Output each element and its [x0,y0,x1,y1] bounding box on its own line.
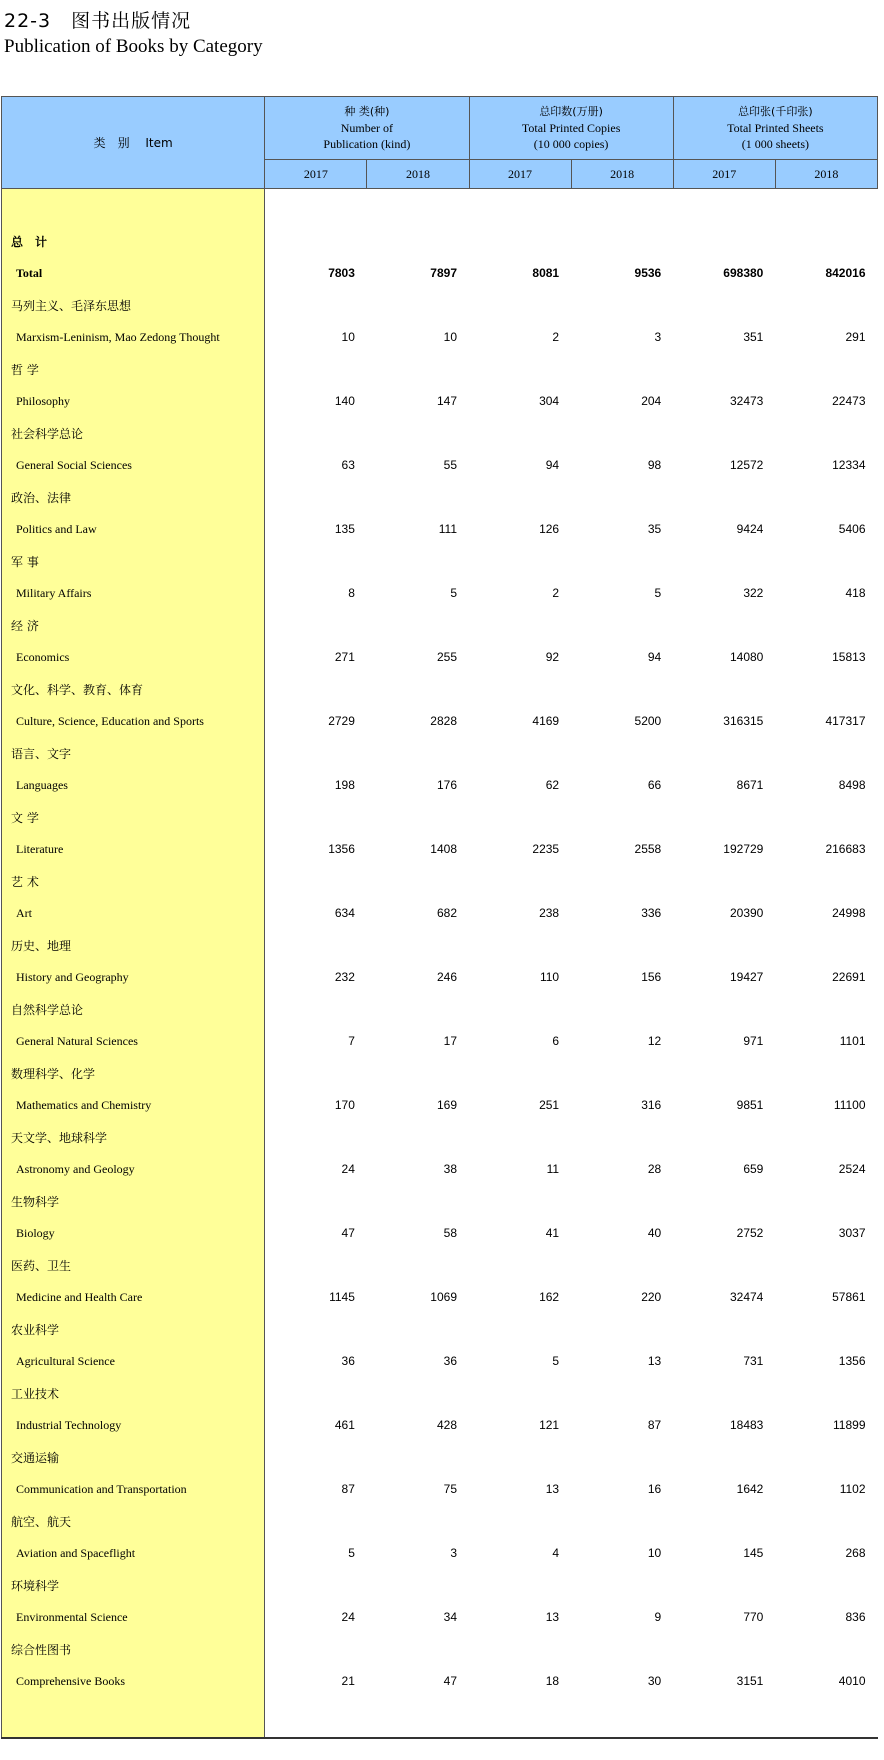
table-row [2,769,878,801]
category-name-cn: 文化、科学、教育、体育 [2,673,265,705]
value-cell: 251 [539,1098,560,1112]
value-cell: 2235 [532,842,560,856]
header-label-cn: 总印数(万册) [539,105,603,118]
value-cell: 2 [552,330,560,344]
category-name-en: Environmental Science [2,1601,265,1633]
value-cell: 16 [647,1482,662,1496]
category-label-row [2,929,878,961]
value-cell: 12334 [832,458,866,472]
value-cell: 47 [341,1226,355,1240]
value-cell: 18483 [729,1418,764,1432]
value-cell: 10 [647,1546,662,1560]
category-name-en: Biology [2,1217,265,1249]
category-name-en: Politics and Law [2,513,265,545]
category-label-row [2,1249,878,1281]
value-cell: 9851 [736,1098,764,1112]
category-label-row [2,673,878,705]
publication-count-header [265,97,469,160]
value-cell: 17 [443,1034,457,1048]
value-cell: 9424 [736,522,764,536]
value-cell: 2752 [736,1226,764,1240]
value-cell: 5 [450,586,457,600]
category-label-row [2,1185,878,1217]
value-cell: 57861 [832,1290,866,1304]
value-cell: 5 [348,1546,355,1560]
value-cell: 271 [334,650,355,664]
value-cell: 9 [654,1610,662,1624]
value-cell: 192729 [723,842,764,856]
value-cell: 418 [845,586,866,600]
value-cell: 11899 [833,1418,866,1432]
value-cell: 1145 [329,1290,355,1304]
value-cell: 110 [539,970,560,984]
value-cell: 98 [647,458,662,472]
value-cell: 2558 [634,842,662,856]
category-name-cn: 交通运输 [2,1441,265,1473]
table-body [2,189,878,1739]
category-name-cn: 社会科学总论 [2,417,265,449]
table-row [2,1345,878,1377]
category-name-en: History and Geography [2,961,265,993]
category-name-cn: 历史、地理 [2,929,265,961]
category-name-en: Comprehensive Books [2,1665,265,1697]
table-row [2,1665,878,1697]
value-cell: 14080 [729,650,764,664]
category-name-cn: 经 济 [2,609,265,641]
value-cell: 58 [443,1226,457,1240]
table-row [2,1153,878,1185]
category-name-en: Marxism-Leninism, Mao Zedong Thought [2,321,265,353]
value-cell: 3037 [838,1226,866,1240]
value-cell: 1356 [838,1354,866,1368]
value-cell: 8498 [838,778,866,792]
value-cell: 461 [334,1418,355,1432]
table-title-english: Publication of Books by Category [4,36,263,57]
value-cell: 5 [552,1354,560,1368]
category-name-en: Culture, Science, Education and Sports [2,705,265,737]
value-cell: 36 [341,1354,355,1368]
value-cell: 22691 [832,970,866,984]
value-cell: 238 [539,906,560,920]
category-name-cn: 哲 学 [2,353,265,385]
value-cell: 10 [443,330,457,344]
header-label-cn: 种 类(种) [344,105,390,118]
value-cell: 8 [348,586,355,600]
category-label-row [2,481,878,513]
category-name-en: General Natural Sciences [2,1025,265,1057]
value-cell: 8671 [736,778,764,792]
year-header: 2017 [673,160,775,189]
category-name-en: Military Affairs [2,577,265,609]
value-cell: 1408 [430,842,457,856]
table-row [2,577,878,609]
category-name-en: Total [2,257,265,289]
category-label-row [2,1121,878,1153]
value-cell: 1356 [328,842,355,856]
table-end-spacer [2,1697,878,1738]
category-name-en: Communication and Transportation [2,1473,265,1505]
value-cell: 140 [334,394,355,408]
value-cell: 682 [436,906,457,920]
category-label-row [2,1505,878,1537]
value-cell: 111 [438,522,457,536]
value-cell: 18 [545,1674,560,1688]
category-name-cn: 生物科学 [2,1185,265,1217]
value-cell: 126 [539,522,560,536]
table-row [2,1281,878,1313]
value-cell: 7897 [430,266,457,280]
category-label-row [2,1633,878,1665]
year-header: 2018 [775,160,877,189]
table-row [2,257,878,289]
value-cell: 30 [647,1674,662,1688]
category-name-cn: 自然科学总论 [2,993,265,1025]
value-cell: 35 [647,522,662,536]
table-row [2,1217,878,1249]
value-cell: 216683 [825,842,866,856]
value-cell: 2828 [430,714,457,728]
category-name-en: Literature [2,833,265,865]
category-name-cn: 语言、文字 [2,737,265,769]
value-cell: 417317 [825,714,866,728]
value-cell: 40 [647,1226,662,1240]
value-cell: 24 [341,1162,355,1176]
value-cell: 770 [743,1610,764,1624]
value-cell: 12 [647,1034,662,1048]
value-cell: 5406 [838,522,866,536]
value-cell: 268 [845,1546,866,1560]
value-cell: 20390 [729,906,764,920]
value-cell: 9536 [634,266,662,280]
header-label-en: Publication (kind) [323,137,411,151]
value-cell: 19427 [729,970,764,984]
year-header: 2017 [265,160,367,189]
value-cell: 836 [845,1610,866,1624]
value-cell: 304 [539,394,560,408]
table-row [2,961,878,993]
value-cell: 121 [539,1418,560,1432]
category-label-row [2,289,878,321]
header-label-en: Total Printed Sheets [727,121,824,135]
category-name-en: Agricultural Science [2,1345,265,1377]
category-name-cn: 天文学、地球科学 [2,1121,265,1153]
table-row [2,1537,878,1569]
table-row [2,1409,878,1441]
value-cell: 94 [647,650,662,664]
value-cell: 10 [341,330,355,344]
category-name-cn: 医药、卫生 [2,1249,265,1281]
category-name-en: Astronomy and Geology [2,1153,265,1185]
value-cell: 4169 [532,714,560,728]
table-row [2,641,878,673]
value-cell: 8081 [532,266,560,280]
value-cell: 6 [552,1034,560,1048]
value-cell: 634 [334,906,355,920]
value-cell: 3151 [736,1674,764,1688]
value-cell: 842016 [825,266,866,280]
table-row [2,513,878,545]
value-cell: 351 [743,330,764,344]
value-cell: 659 [743,1162,764,1176]
value-cell: 92 [545,650,560,664]
table-number-title: 22-3 图书出版情况 [4,10,192,32]
value-cell: 75 [443,1482,457,1496]
value-cell: 12572 [729,458,764,472]
value-cell: 198 [334,778,355,792]
category-name-en: Languages [2,769,265,801]
category-name-cn: 马列主义、毛泽东思想 [2,289,265,321]
value-cell: 87 [647,1418,662,1432]
table-row [2,833,878,865]
category-name-cn: 艺 术 [2,865,265,897]
value-cell: 169 [436,1098,457,1112]
table-spacer [2,189,265,226]
book-publication-table [1,96,878,1739]
category-name-en: Art [2,897,265,929]
value-cell: 11100 [833,1098,866,1112]
value-cell: 176 [436,778,457,792]
value-cell: 13 [545,1610,560,1624]
value-cell: 4 [552,1546,560,1560]
value-cell: 2 [552,586,560,600]
table-row [2,1025,878,1057]
category-name-cn: 工业技术 [2,1377,265,1409]
value-cell: 13 [545,1482,560,1496]
value-cell: 291 [845,330,866,344]
value-cell: 28 [647,1162,662,1176]
value-cell: 21 [341,1674,355,1688]
category-name-en: Economics [2,641,265,673]
header-label-en: (10 000 copies) [533,137,609,151]
table-row [2,1473,878,1505]
value-cell: 13 [647,1354,662,1368]
category-name-cn: 总 计 [2,225,265,257]
value-cell: 55 [443,458,457,472]
value-cell: 66 [647,778,662,792]
value-cell: 7803 [328,266,355,280]
value-cell: 94 [545,458,560,472]
item-column-header: 类 别 Item [2,97,265,189]
value-cell: 232 [334,970,355,984]
value-cell: 5200 [634,714,662,728]
value-cell: 36 [443,1354,457,1368]
value-cell: 7 [348,1034,355,1048]
value-cell: 162 [539,1290,560,1304]
value-cell: 1069 [430,1290,457,1304]
category-label-row [2,993,878,1025]
value-cell: 316 [641,1098,662,1112]
value-cell: 11 [546,1162,560,1176]
value-cell: 246 [436,970,457,984]
category-name-en: General Social Sciences [2,449,265,481]
value-cell: 1642 [736,1482,764,1496]
table-row [2,449,878,481]
table-row [2,385,878,417]
value-cell: 316315 [723,714,764,728]
value-cell: 2729 [328,714,355,728]
value-cell: 3 [450,1546,457,1560]
category-name-cn: 文 学 [2,801,265,833]
value-cell: 24 [341,1610,355,1624]
category-label-row [2,865,878,897]
table-row [2,705,878,737]
category-label-row [2,1313,878,1345]
category-name-cn: 航空、航天 [2,1505,265,1537]
category-label-row [2,417,878,449]
value-cell: 24998 [832,906,866,920]
value-cell: 220 [641,1290,662,1304]
year-header: 2018 [367,160,469,189]
category-name-en: Mathematics and Chemistry [2,1089,265,1121]
category-name-cn: 环境科学 [2,1569,265,1601]
value-cell: 204 [641,394,662,408]
value-cell: 170 [334,1098,355,1112]
value-cell: 22473 [832,394,866,408]
value-cell: 1101 [839,1034,866,1048]
value-cell: 34 [443,1610,457,1624]
value-cell: 32474 [729,1290,764,1304]
value-cell: 15813 [832,650,866,664]
table-row [2,1601,878,1633]
header-label-en: Total Printed Copies [521,121,621,135]
value-cell: 38 [443,1162,457,1176]
year-header: 2017 [469,160,571,189]
category-name-cn: 农业科学 [2,1313,265,1345]
category-name-en: Aviation and Spaceflight [2,1537,265,1569]
value-cell: 87 [341,1482,355,1496]
printed-copies-header [469,97,673,160]
category-label-row [2,737,878,769]
value-cell: 255 [436,650,457,664]
value-cell: 428 [436,1418,457,1432]
value-cell: 135 [334,522,355,536]
value-cell: 5 [654,586,662,600]
value-cell: 32473 [729,394,764,408]
value-cell: 41 [545,1226,560,1240]
category-name-en: Medicine and Health Care [2,1281,265,1313]
value-cell: 971 [743,1034,764,1048]
value-cell: 147 [436,394,457,408]
value-cell: 63 [341,458,355,472]
category-name-cn: 军 事 [2,545,265,577]
table-row [2,1089,878,1121]
category-label-row [2,1569,878,1601]
value-cell: 47 [443,1674,457,1688]
value-cell: 4010 [838,1674,866,1688]
printed-sheets-header [673,97,877,160]
category-label-row [2,545,878,577]
category-label-row [2,225,878,257]
category-label-row [2,1441,878,1473]
category-name-cn: 数理科学、化学 [2,1057,265,1089]
category-label-row [2,1377,878,1409]
value-cell: 2524 [838,1162,866,1176]
value-cell: 336 [641,906,662,920]
value-cell: 698380 [723,266,764,280]
header-label-cn: 总印张(千印张) [738,105,813,118]
value-cell: 145 [743,1546,764,1560]
value-cell: 322 [743,586,764,600]
category-label-row [2,1057,878,1089]
category-label-row [2,609,878,641]
category-label-row [2,353,878,385]
year-header: 2018 [571,160,673,189]
header-label-en: (1 000 sheets) [741,137,810,151]
category-label-row [2,801,878,833]
table-row [2,897,878,929]
value-cell: 731 [743,1354,764,1368]
value-cell: 3 [654,330,662,344]
category-name-en: Industrial Technology [2,1409,265,1441]
value-cell: 1102 [839,1482,866,1496]
category-name-en: Philosophy [2,385,265,417]
value-cell: 156 [641,970,662,984]
table-row [2,321,878,353]
category-name-cn: 综合性图书 [2,1633,265,1665]
value-cell: 62 [545,778,560,792]
category-name-cn: 政治、法律 [2,481,265,513]
header-label-en: Number of [340,121,394,135]
